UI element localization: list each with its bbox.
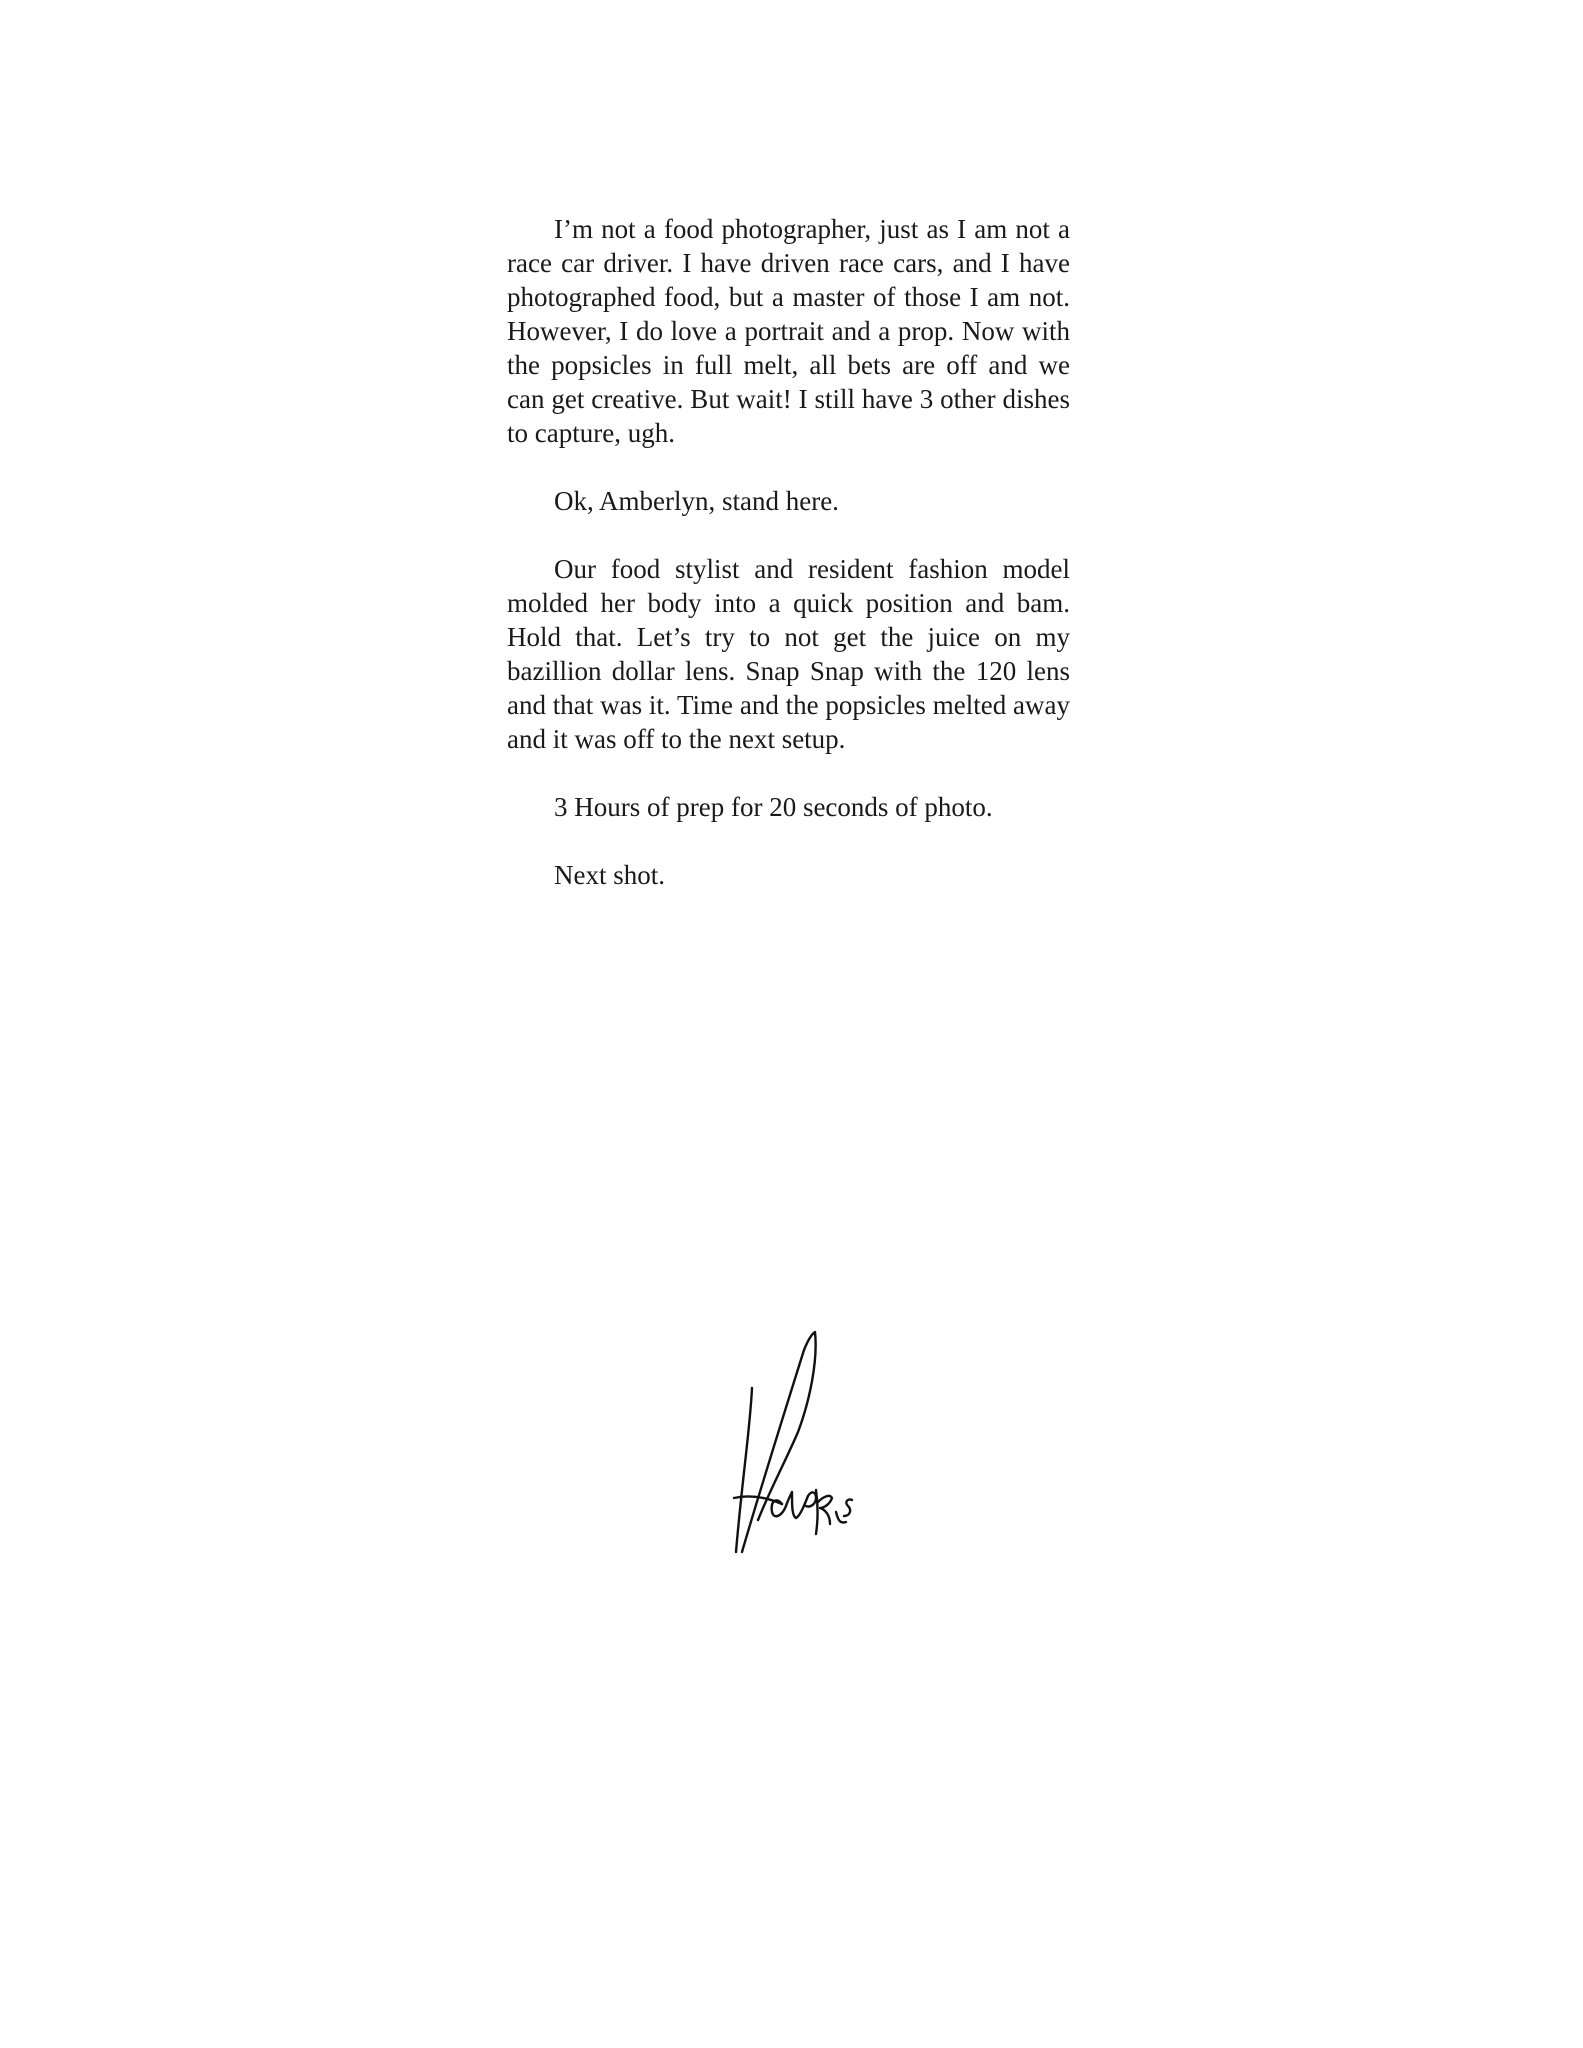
paragraph: Ok, Amberlyn, stand here.: [554, 486, 839, 516]
paragraph: Our food stylist and resident fashion model molded her body into a quick position and bam. Hold that. Let’s try to not get the juice on my bazillion dollar lens. Snap Snap with the 120 lens and that was it. Time and the popsicles melted away and it was off to the next setup.: [507, 554, 1070, 754]
paragraph: Next shot.: [554, 860, 665, 890]
paragraph: I’m not a food photographer, just as I am not a race car driver. I have driven race cars, and I have photographed food, but a master of those I am not. However, I do love a portrait and a prop. Now with the popsicles in full melt, all bets are off and we can get creative. But wait! I still have 3 other dishes to capture, ugh.: [507, 214, 1070, 448]
paragraph: 3 Hours of prep for 20 seconds of photo.: [554, 792, 993, 822]
signature-icon: [712, 1320, 882, 1560]
body-text: [507, 212, 1070, 926]
